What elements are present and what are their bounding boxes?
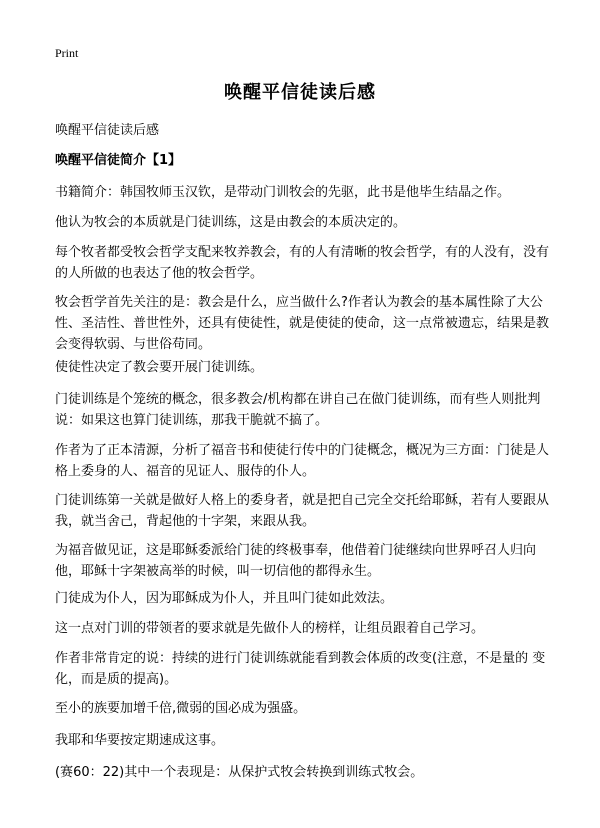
paragraph: 书籍简介：韩国牧师玉汉钦，是带动门训牧会的先驱，此书是他毕生结晶之作。 bbox=[55, 185, 511, 200]
paragraph: 门徒成为仆人，因为耶稣成为仆人，并且叫门徒如此效法。 bbox=[55, 591, 394, 606]
paragraph: 这一点对门训的带领者的要求就是先做仆人的榜样，让组员跟着自己学习。 bbox=[55, 621, 485, 636]
paragraph: 门徒训练第一关就是做好人格上的委身者，就是把自己完全交托给耶稣，若有人要跟从我，就当舍己，背起他的十字架，来跟从我。 bbox=[55, 493, 550, 529]
page-title: 唤醒平信徒读后感 bbox=[224, 82, 376, 103]
paragraph: 至小的族要加增千倍,微弱的国必成为强盛。 bbox=[55, 701, 307, 716]
paragraph: 作者为了正本清源，分析了福音书和使徒行传中的门徒概念，概况为三方面：门徒是人格上委身的人、福音的见证人、服侍的仆人。 bbox=[55, 443, 550, 479]
paragraph: (赛60：22)其中一个表现是：从保护式牧会转换到训练式牧会。 bbox=[55, 765, 424, 780]
print-label: Print bbox=[55, 46, 79, 60]
paragraph: 我耶和华要按定期速成这事。 bbox=[55, 733, 225, 748]
paragraph: 他认为牧会的本质就是门徒训练，这是由教会的本质决定的。 bbox=[55, 215, 407, 230]
paragraph: 作者非常肯定的说：持续的进行门徒训练就能看到教会体质的改变(注意，不是量的 变化，而是质的提高)。 bbox=[55, 651, 546, 687]
paragraph: 使徒性决定了教会要开展门徒训练。 bbox=[55, 360, 264, 375]
section-heading: 唤醒平信徒简介【1】 bbox=[55, 153, 182, 168]
paragraph: 门徒训练是个笼统的概念，很多教会/机构都在讲自己在做门徒训练，而有些人则批判说：如果这也算门徒训练，那我干脆就不搞了。 bbox=[55, 392, 541, 428]
paragraph: 牧会哲学首先关注的是：教会是什么，应当做什么?作者认为教会的基本属性除了大公性、圣洁性、普世性外，还具有使徒性，就是使徒的使命，这一点常被遗忘，结果是教会变得软弱、与世俗苟同。 bbox=[55, 295, 550, 352]
paragraph: 每个牧者都受牧会哲学支配来牧养教会，有的人有清晰的牧会哲学，有的人没有，没有的人所做的也表达了他的牧会哲学。 bbox=[55, 245, 550, 281]
paragraph: 为福音做见证，这是耶稣委派给门徒的终极事奉，他借着门徒继续向世界呼召人归向他，耶稣十字架被高举的时候，叫一切信他的都得永生。 bbox=[55, 543, 537, 579]
subtitle: 唤醒平信徒读后感 bbox=[55, 123, 160, 138]
